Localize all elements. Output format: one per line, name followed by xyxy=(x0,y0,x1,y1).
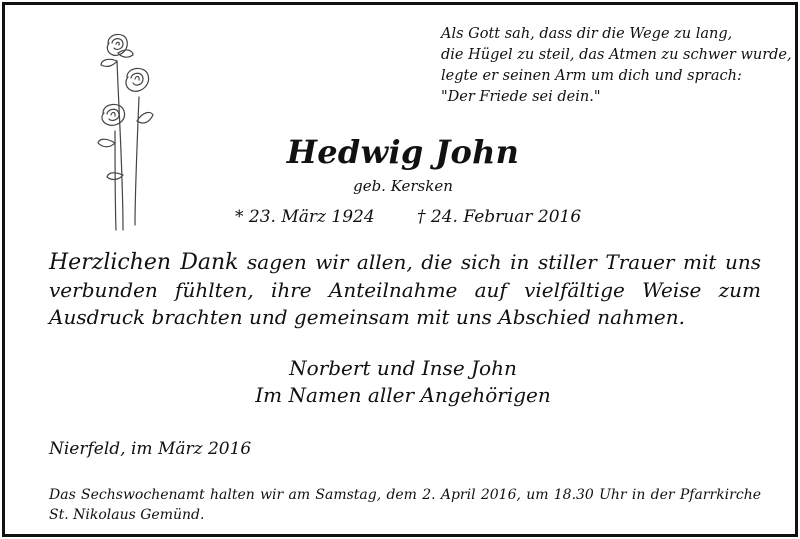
poem-line: "Der Friede sei dein." xyxy=(441,89,601,105)
signer-family: Im Namen aller Angehörigen xyxy=(255,383,551,407)
signers xyxy=(5,355,800,409)
mass-notice: Das Sechswochenamt halten wir am Samstag, dem 2. April 2016, um 18.30 Uhr in der Pfarrkirche St. Nikolaus Gemünd. xyxy=(49,487,761,523)
birth-date: * 23. März 1924 xyxy=(235,207,375,227)
death-date: † 24. Februar 2016 xyxy=(417,207,582,227)
roses-icon xyxy=(93,25,173,235)
thanks-text xyxy=(49,249,761,332)
signer-names: Norbert und Inse John xyxy=(289,356,517,380)
thanks-lead: Herzlichen Dank xyxy=(49,250,239,275)
thanks-body: sagen wir allen, die sich in stiller Trauer mit uns verbunden fühlten, ihre Anteilnahme auf vielfältige Weise zum Ausdruck brachten und gemeinsam mit uns Abschied nahmen. xyxy=(49,250,761,329)
birth-name: geb. Kersken xyxy=(353,177,453,195)
poem-line: legte er seinen Arm um dich und sprach: xyxy=(441,68,742,84)
place-date: Nierfeld, im März 2016 xyxy=(49,439,252,459)
obituary-card xyxy=(2,2,798,537)
poem-line: Als Gott sah, dass dir die Wege zu lang, xyxy=(441,26,733,42)
poem-line: die Hügel zu steil, das Atmen zu schwer wurde, xyxy=(441,47,792,63)
poem xyxy=(441,24,791,108)
deceased-name: Hedwig John xyxy=(286,133,520,171)
